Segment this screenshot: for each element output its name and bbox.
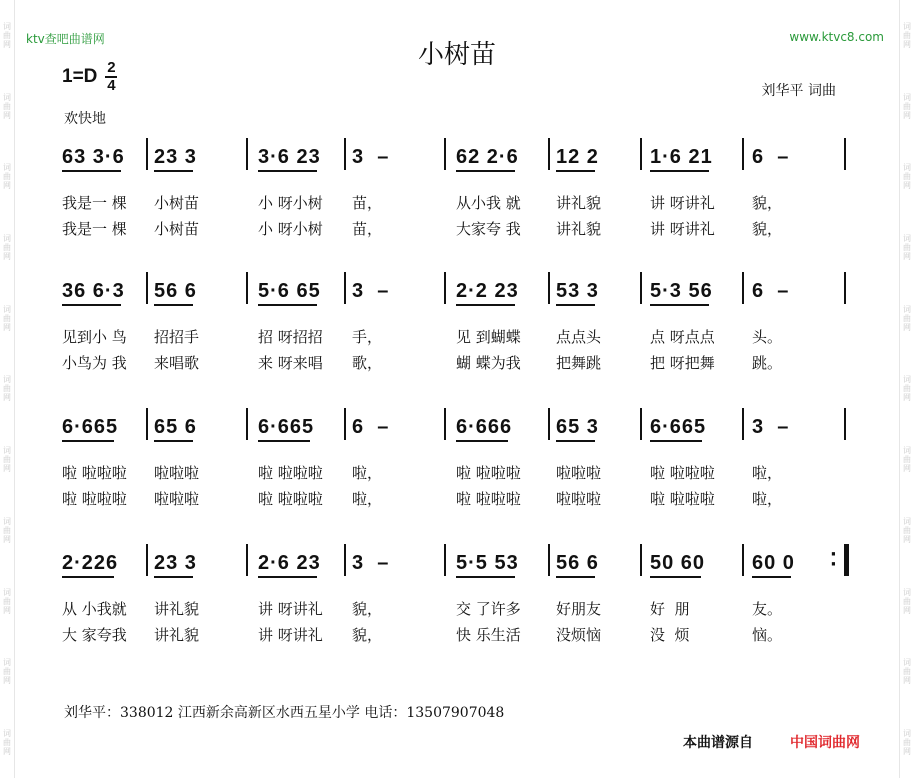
note-underline — [258, 440, 310, 442]
watermark-left — [0, 0, 15, 778]
measure-notes: 3 – — [752, 416, 790, 438]
lyric-segment: 招 呀招招 — [258, 328, 323, 346]
lyric-segment: 啦 啦啦啦 — [62, 490, 127, 508]
lyric-segment: 从 小我就 — [62, 600, 127, 618]
watermark-text: 词 曲 网 — [3, 92, 11, 120]
watermark-right — [899, 0, 914, 778]
lyric-segment: 从小我 就 — [456, 194, 521, 212]
score-system — [40, 408, 860, 514]
lyric-segment: 手， — [352, 328, 383, 346]
song-title: 小树苗 — [417, 40, 496, 70]
barline — [344, 138, 346, 170]
barline — [742, 544, 744, 576]
measure-notes: 53 3 — [556, 280, 599, 303]
lyric-segment: 啦 啦啦啦 — [62, 464, 127, 482]
barline — [344, 272, 346, 304]
lyric-segment: 啦 啦啦啦 — [456, 464, 521, 482]
watermark-text: 词 曲 网 — [903, 234, 911, 262]
measure-notes: 6 – — [352, 416, 390, 438]
note-underline — [62, 170, 121, 172]
barline — [844, 544, 849, 576]
note-underline — [456, 304, 515, 306]
lyric-segment: 讲礼貌 — [154, 600, 200, 618]
lyric-segment: 讲 呀讲礼 — [650, 194, 715, 212]
lyric-segment: 跳。 — [752, 354, 783, 372]
lyric-segment: 啦 啦啦啦 — [650, 490, 715, 508]
lyric-segment: 小 呀小树 — [258, 194, 323, 212]
barline — [548, 408, 550, 440]
watermark-text: 词 曲 网 — [3, 163, 11, 191]
measure-notes: 5·5 53 — [456, 552, 519, 575]
barline — [640, 138, 642, 170]
lyric-segment: 小鸟为 我 — [62, 354, 127, 372]
barline — [146, 544, 148, 576]
barline — [146, 272, 148, 304]
measure-notes: 6 – — [752, 146, 790, 168]
staff-line — [40, 272, 860, 312]
note-underline — [456, 440, 508, 442]
lyric-segment: 苗， — [352, 220, 383, 238]
measure-notes: 5·6 65 — [258, 280, 321, 303]
lyric-segment: 啦啦啦 — [556, 464, 602, 482]
note-underline — [650, 440, 702, 442]
watermark-text: 词 曲 网 — [903, 304, 911, 332]
lyric-segment: 把 呀把舞 — [650, 354, 715, 372]
note-underline — [456, 576, 515, 578]
measure-notes: 6·665 — [650, 416, 706, 439]
watermark-text: 词 曲 网 — [3, 658, 11, 686]
score-system — [40, 544, 860, 650]
watermark-text: 词 曲 网 — [3, 729, 11, 757]
source-site-link[interactable]: 中国词曲网 — [790, 735, 860, 751]
lyric-segment: 啦 啦啦啦 — [650, 464, 715, 482]
measure-notes: 2·2 23 — [456, 280, 519, 303]
lyric-segment: 啦啦啦 — [556, 490, 602, 508]
lyric-line — [40, 624, 860, 650]
barline — [844, 138, 846, 170]
watermark-text: 词 曲 网 — [3, 587, 11, 615]
barline — [640, 408, 642, 440]
time-signature — [105, 60, 117, 94]
watermark-text: 词 曲 网 — [3, 304, 11, 332]
barline — [146, 408, 148, 440]
measure-notes: 6 – — [752, 280, 790, 302]
source-label: 本曲谱源自 — [683, 735, 753, 751]
measure-notes: 23 3 — [154, 146, 197, 169]
site-link-right[interactable]: www.ktvc8.com — [789, 30, 884, 44]
time-sig-top: 2 — [107, 59, 116, 76]
barline — [444, 408, 446, 440]
barline — [548, 544, 550, 576]
watermark-text: 词 曲 网 — [903, 21, 911, 49]
key-signature — [62, 60, 117, 94]
lyric-segment: 见到小 鸟 — [62, 328, 127, 346]
measure-notes: 62 2·6 — [456, 146, 519, 169]
lyric-segment: 没烦恼 — [556, 626, 602, 644]
lyric-segment: 貌， — [352, 600, 383, 618]
lyric-segment: 点 呀点点 — [650, 328, 715, 346]
measure-notes: 5·3 56 — [650, 280, 713, 303]
barline — [844, 272, 846, 304]
lyric-segment: 啦 啦啦啦 — [258, 490, 323, 508]
measure-notes: 12 2 — [556, 146, 599, 169]
measure-notes: 6·665 — [258, 416, 314, 439]
lyric-segment: 啦 啦啦啦 — [258, 464, 323, 482]
note-underline — [258, 304, 317, 306]
measure-notes: 56 6 — [154, 280, 197, 303]
lyric-segment: 啦， — [752, 464, 783, 482]
watermark-text: 词 曲 网 — [903, 92, 911, 120]
note-underline — [650, 304, 709, 306]
lyric-segment: 貌， — [352, 626, 383, 644]
measure-notes: 65 6 — [154, 416, 197, 439]
lyric-segment: 来 呀来唱 — [258, 354, 323, 372]
measure-notes: 2·226 — [62, 552, 118, 575]
barline — [548, 272, 550, 304]
measure-notes: 65 3 — [556, 416, 599, 439]
measure-notes: 6·666 — [456, 416, 512, 439]
note-underline — [258, 170, 317, 172]
barline — [640, 272, 642, 304]
lyric-segment: 友。 — [752, 600, 783, 618]
lyric-segment: 见 到蝴蝶 — [456, 328, 521, 346]
lyric-segment: 讲礼貌 — [556, 194, 602, 212]
note-underline — [62, 576, 114, 578]
note-underline — [752, 576, 791, 578]
score-system — [40, 138, 860, 244]
lyric-segment: 貌， — [752, 194, 783, 212]
measure-notes: 3 – — [352, 146, 390, 168]
barline — [742, 408, 744, 440]
time-sig-bottom: 4 — [107, 77, 116, 94]
lyric-line — [40, 352, 860, 378]
barline — [246, 272, 248, 304]
lyric-segment: 啦 啦啦啦 — [456, 490, 521, 508]
watermark-text: 词 曲 网 — [903, 163, 911, 191]
barline — [742, 272, 744, 304]
watermark-text: 词 曲 网 — [3, 234, 11, 262]
lyric-segment: 小树苗 — [154, 220, 200, 238]
measure-notes: 1·6 21 — [650, 146, 713, 169]
lyric-segment: 交 了许多 — [456, 600, 521, 618]
contact-info: 刘华平：338012 江西新余高新区水西五星小学 电话：13507907048 — [64, 705, 505, 721]
staff-line — [40, 138, 860, 178]
measure-notes: 3 – — [352, 280, 390, 302]
site-link-left[interactable]: ktv查吧曲谱网 — [26, 32, 105, 46]
author: 刘华平 词曲 — [761, 83, 836, 99]
note-underline — [154, 304, 193, 306]
measure-notes: 23 3 — [154, 552, 197, 575]
lyric-segment: 我是一 棵 — [62, 194, 127, 212]
lyric-segment: 招招手 — [154, 328, 200, 346]
watermark-text: 词 曲 网 — [903, 658, 911, 686]
lyric-segment: 我是一 棵 — [62, 220, 127, 238]
barline — [444, 544, 446, 576]
watermark-text: 词 曲 网 — [3, 446, 11, 474]
barline — [844, 408, 846, 440]
lyric-line — [40, 326, 860, 352]
barline — [444, 138, 446, 170]
lyric-segment: 好 朋 — [650, 600, 690, 618]
repeat-sign: · · — [830, 544, 837, 575]
lyric-segment: 讲 呀讲礼 — [650, 220, 715, 238]
lyric-line — [40, 598, 860, 624]
measure-notes: 36 6·3 — [62, 280, 125, 303]
measure-notes: 56 6 — [556, 552, 599, 575]
lyric-segment: 啦， — [752, 490, 783, 508]
lyric-segment: 没 烦 — [650, 626, 690, 644]
lyric-segment: 来唱歌 — [154, 354, 200, 372]
watermark-text: 词 曲 网 — [903, 587, 911, 615]
lyric-segment: 大家夸 我 — [456, 220, 521, 238]
lyric-segment: 啦， — [352, 464, 383, 482]
note-underline — [556, 440, 595, 442]
lyric-line — [40, 192, 860, 218]
note-underline — [556, 304, 595, 306]
measure-notes: 60 0 — [752, 552, 795, 575]
note-underline — [556, 576, 595, 578]
tempo-marking: 欢快地 — [64, 111, 106, 127]
lyric-segment: 小树苗 — [154, 194, 200, 212]
watermark-text: 词 曲 网 — [903, 446, 911, 474]
barline — [246, 138, 248, 170]
barline — [344, 544, 346, 576]
lyric-segment: 讲 呀讲礼 — [258, 626, 323, 644]
lyric-line — [40, 488, 860, 514]
measure-notes: 3·6 23 — [258, 146, 321, 169]
note-underline — [154, 440, 193, 442]
barline — [742, 138, 744, 170]
note-underline — [650, 170, 709, 172]
lyric-segment: 啦， — [352, 490, 383, 508]
lyric-segment: 小 呀小树 — [258, 220, 323, 238]
staff-line — [40, 408, 860, 448]
barline — [548, 138, 550, 170]
note-underline — [154, 170, 193, 172]
lyric-segment: 把舞跳 — [556, 354, 602, 372]
lyric-segment: 啦啦啦 — [154, 464, 200, 482]
lyric-segment: 点点头 — [556, 328, 602, 346]
barline — [246, 544, 248, 576]
measure-notes: 3 – — [352, 552, 390, 574]
watermark-text: 词 曲 网 — [903, 729, 911, 757]
lyric-segment: 啦啦啦 — [154, 490, 200, 508]
note-underline — [456, 170, 515, 172]
barline — [640, 544, 642, 576]
lyric-segment: 苗， — [352, 194, 383, 212]
watermark-text: 词 曲 网 — [3, 21, 11, 49]
watermark-text: 词 曲 网 — [903, 516, 911, 544]
lyric-segment: 头。 — [752, 328, 783, 346]
note-underline — [154, 576, 193, 578]
measure-notes: 50 60 — [650, 552, 705, 575]
watermark-text: 词 曲 网 — [3, 375, 11, 403]
measure-notes: 2·6 23 — [258, 552, 321, 575]
key-text: 1=D — [62, 66, 98, 87]
note-underline — [62, 304, 121, 306]
lyric-line — [40, 218, 860, 244]
lyric-segment: 讲礼貌 — [154, 626, 200, 644]
lyric-segment: 蝴 蝶为我 — [456, 354, 521, 372]
watermark-text: 词 曲 网 — [3, 516, 11, 544]
lyric-segment: 好朋友 — [556, 600, 602, 618]
note-underline — [258, 576, 317, 578]
note-underline — [556, 170, 595, 172]
lyric-segment: 大 家夸我 — [62, 626, 127, 644]
lyric-segment: 讲 呀讲礼 — [258, 600, 323, 618]
lyric-segment: 歌， — [352, 354, 383, 372]
measure-notes: 63 3·6 — [62, 146, 125, 169]
lyric-segment: 恼。 — [752, 626, 783, 644]
note-underline — [650, 576, 701, 578]
staff-line — [40, 544, 860, 584]
barline — [444, 272, 446, 304]
barline — [344, 408, 346, 440]
measure-notes: 6·665 — [62, 416, 118, 439]
note-underline — [62, 440, 114, 442]
lyric-segment: 貌， — [752, 220, 783, 238]
lyric-line — [40, 462, 860, 488]
watermark-text: 词 曲 网 — [903, 375, 911, 403]
barline — [246, 408, 248, 440]
lyric-segment: 快 乐生活 — [456, 626, 521, 644]
barline — [146, 138, 148, 170]
score-system — [40, 272, 860, 378]
lyric-segment: 讲礼貌 — [556, 220, 602, 238]
